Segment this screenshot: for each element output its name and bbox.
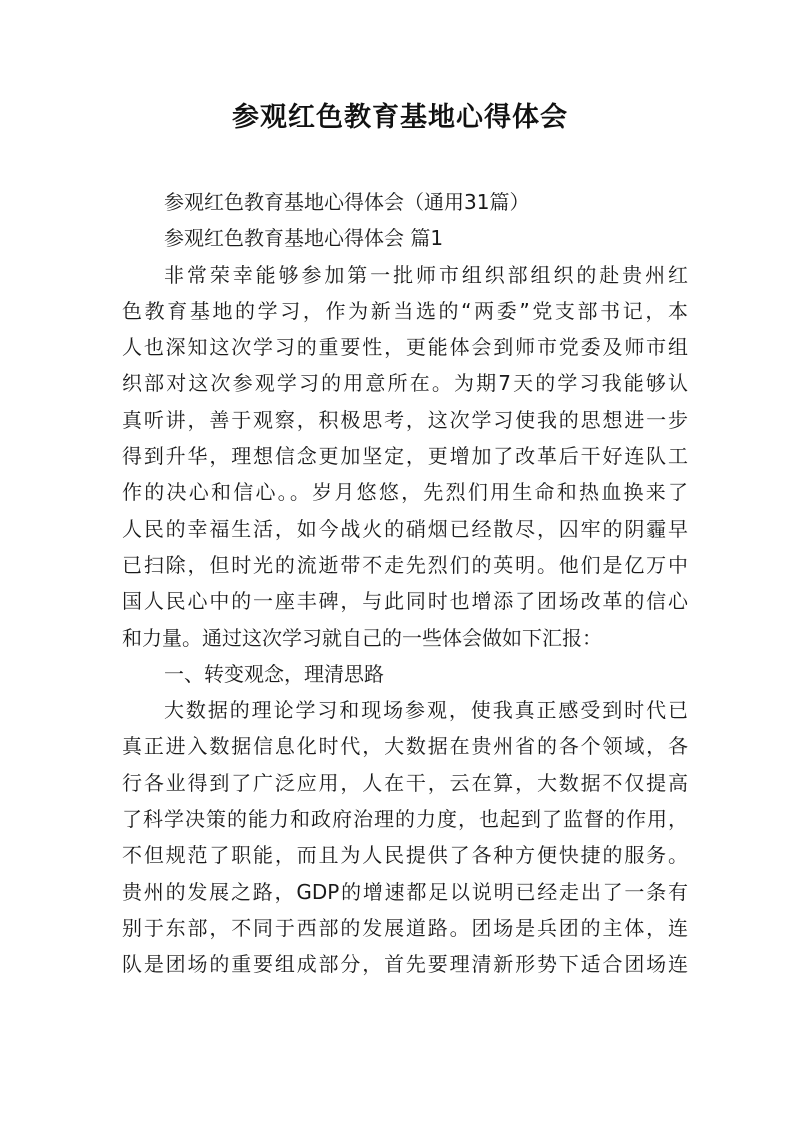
paragraph-line: 队是团场的重要组成部分，首先要理清新形势下适合团场连 (122, 952, 688, 977)
paragraph-line: 人民的幸福生活，如今战火的硝烟已经散尽，囚牢的阴霾早 (122, 516, 688, 541)
paragraph-line: 得到升华，理想信念更加坚定，更增加了改革后干好连队工 (122, 444, 688, 469)
paragraph-line: 行各业得到了广泛应用，人在干，云在算，大数据不仅提高 (122, 770, 688, 795)
paragraph-line: 参观红色教育基地心得体会 篇1 (164, 226, 444, 251)
document-title: 参观红色教育基地心得体会 (232, 102, 568, 133)
paragraph-line: 真听讲，善于观察，积极思考，这次学习使我的思想进一步 (122, 407, 688, 432)
document-body (122, 184, 688, 983)
paragraph-line: 已扫除，但时光的流逝带不走先烈们的英明。他们是亿万中 (122, 552, 688, 577)
paragraph-line: 别于东部，不同于西部的发展道路。团场是兵团的主体，连 (122, 915, 688, 940)
paragraph-line: 非常荣幸能够参加第一批师市组织部组织的赴贵州红 (164, 262, 688, 287)
paragraph-line: 一、转变观念，理清思路 (164, 661, 384, 686)
paragraph-line: 人也深知这次学习的重要性，更能体会到师市党委及师市组 (122, 335, 688, 360)
paragraph-line: 真正进入数据信息化时代，大数据在贵州省的各个领域，各 (122, 734, 688, 759)
paragraph-line: 参观红色教育基地心得体会（通用31篇） (164, 190, 530, 214)
paragraph-line: 织部对这次参观学习的用意所在。为期7天的学习我能够认 (122, 371, 688, 396)
paragraph-line: 国人民心中的一座丰碑，与此同时也增添了团场改革的信心 (122, 589, 688, 614)
paragraph-line: 色教育基地的学习，作为新当选的“两委”党支部书记，本 (122, 298, 688, 323)
paragraph-line: 不但规范了职能，而且为人民提供了各种方便快捷的服务。 (122, 843, 688, 868)
paragraph-line: 和力量。通过这次学习就自己的一些体会做如下汇报： (122, 625, 602, 650)
paragraph-line: 作的决心和信心。。岁月悠悠，先烈们用生命和热血换来了 (122, 480, 688, 505)
paragraph-line: 了科学决策的能力和政府治理的力度，也起到了监督的作用， (122, 807, 688, 832)
paragraph-line: 贵州的发展之路，GDP的增速都足以说明已经走出了一条有 (122, 879, 688, 904)
paragraph-line: 大数据的理论学习和现场参观，使我真正感受到时代已 (164, 698, 688, 723)
